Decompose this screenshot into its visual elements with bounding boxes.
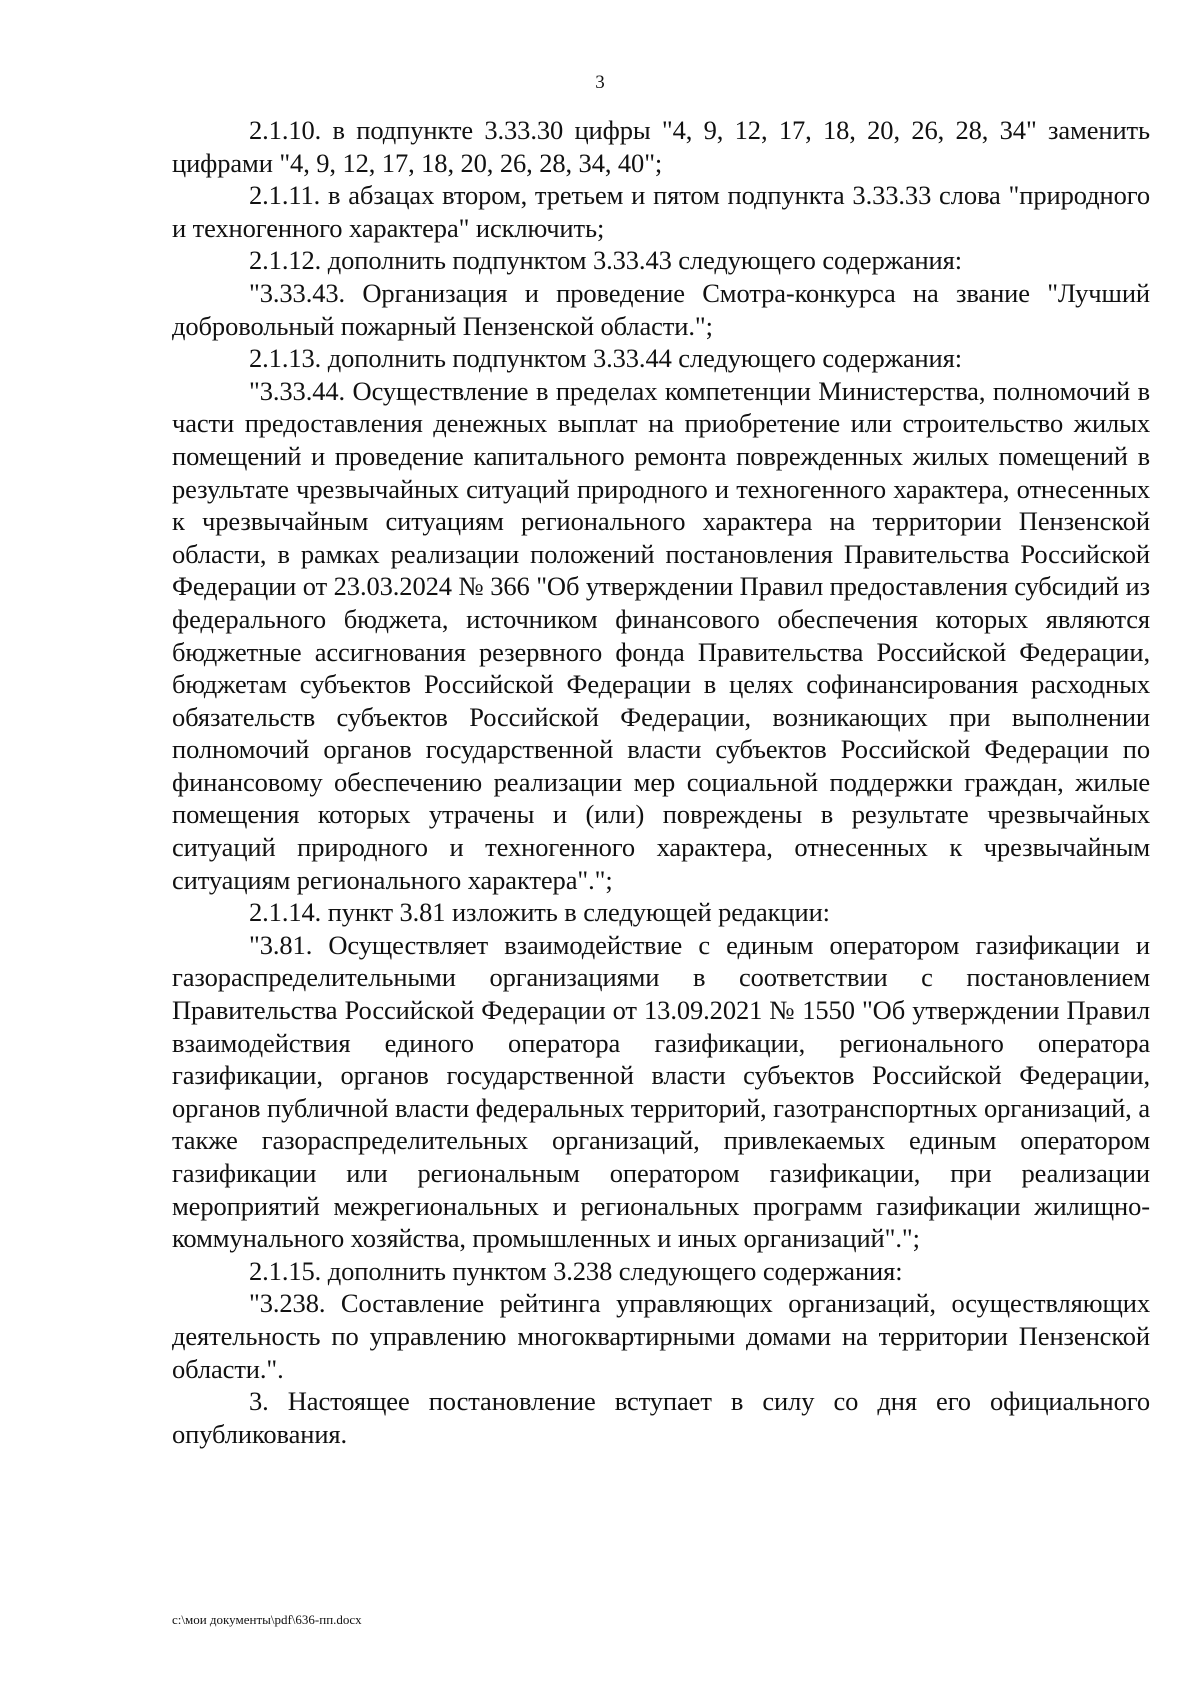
paragraph-3-effective-date: 3. Настоящее постановление вступает в силу со дня его официального опубликования. xyxy=(172,1386,1150,1449)
paragraph-3-33-43: "3.33.43. Организация и проведение Смотра-конкурса на звание "Лучший добровольный пожарный Пензенской области."; xyxy=(172,277,1150,341)
footer-file-path: c:\мои документы\pdf\636-пп.docx xyxy=(172,1612,362,1627)
paragraph-2-1-10: 2.1.10. в подпункте 3.33.30 цифры "4, 9, 12, 17, 18, 20, 26, 28, 34" заменить цифрами "4, 9, 12, 17, 18, 20, 26, 28, 34, 40"; xyxy=(172,115,1150,178)
paragraph-3-81: "3.81. Осуществляет взаимодействие с единым оператором газификации и газораспределительными организациями в соответствии с постановлением Правительства Российской Федерации от 13.09.2021 № 1550 "Об утверждении Правил взаимодействия единого оператора газификации, регионального оператора газификации, органов государственной власти субъектов Российской Федерации, органов публичной власти федеральных территорий, газотранспортных организаций, а также газораспределительных организаций, привлекаемых единым оператором газификации или региональным оператором газификации, при реализации мероприятий межрегиональных и региональных программ газификации жилищно-коммунального хозяйства, промышленных и иных организаций"."; xyxy=(172,929,1150,1254)
paragraph-2-1-11: 2.1.11. в абзацах втором, третьем и пятом подпункта 3.33.33 слова "природного и техногенного характера" исключить; xyxy=(172,180,1150,243)
paragraph-2-1-12: 2.1.12. дополнить подпунктом 3.33.43 следующего содержания: xyxy=(249,245,962,276)
document-body xyxy=(172,114,1150,1450)
paragraph-2-1-15: 2.1.15. дополнить пунктом 3.238 следующего содержания: xyxy=(249,1255,903,1286)
page-number: 3 xyxy=(595,72,605,93)
paragraph-3-33-44: "3.33.44. Осуществление в пределах компетенции Министерства, полномочий в части предоставления денежных выплат на приобретение или строительство жилых помещений и проведение капитального ремонта поврежденных жилых помещений в результате чрезвычайных ситуаций природного и техногенного характера, отнесенных к чрезвычайным ситуациям регионального характера на территории Пензенской области, в рамках реализации положений постановления Правительства Российской Федерации от 23.03.2024 № 366 "Об утверждении Правил предоставления субсидий из федерального бюджета, источником финансового обеспечения которых являются бюджетные ассигнования резервного фонда Правительства Российской Федерации, бюджетам субъектов Российской Федерации в целях софинансирования расходных обязательств субъектов Российской Федерации, возникающих при выполнении полномочий органов государственной власти субъектов Российской Федерации по финансовому обеспечению реализации мер социальной поддержки граждан, жилые помещения которых утрачены и (или) повреждены в результате чрезвычайных ситуаций природного и техногенного характера, отнесенных к чрезвычайным ситуациям регионального характера"."; xyxy=(172,375,1150,895)
paragraph-2-1-14: 2.1.14. пункт 3.81 изложить в следующей редакции: xyxy=(249,897,830,928)
paragraph-3-238: "3.238. Составление рейтинга управляющих организаций, осуществляющих деятельность по управлению многоквартирными домами на территории Пензенской области.". xyxy=(172,1288,1150,1384)
paragraph-2-1-13: 2.1.13. дополнить подпунктом 3.33.44 следующего содержания: xyxy=(249,343,962,374)
